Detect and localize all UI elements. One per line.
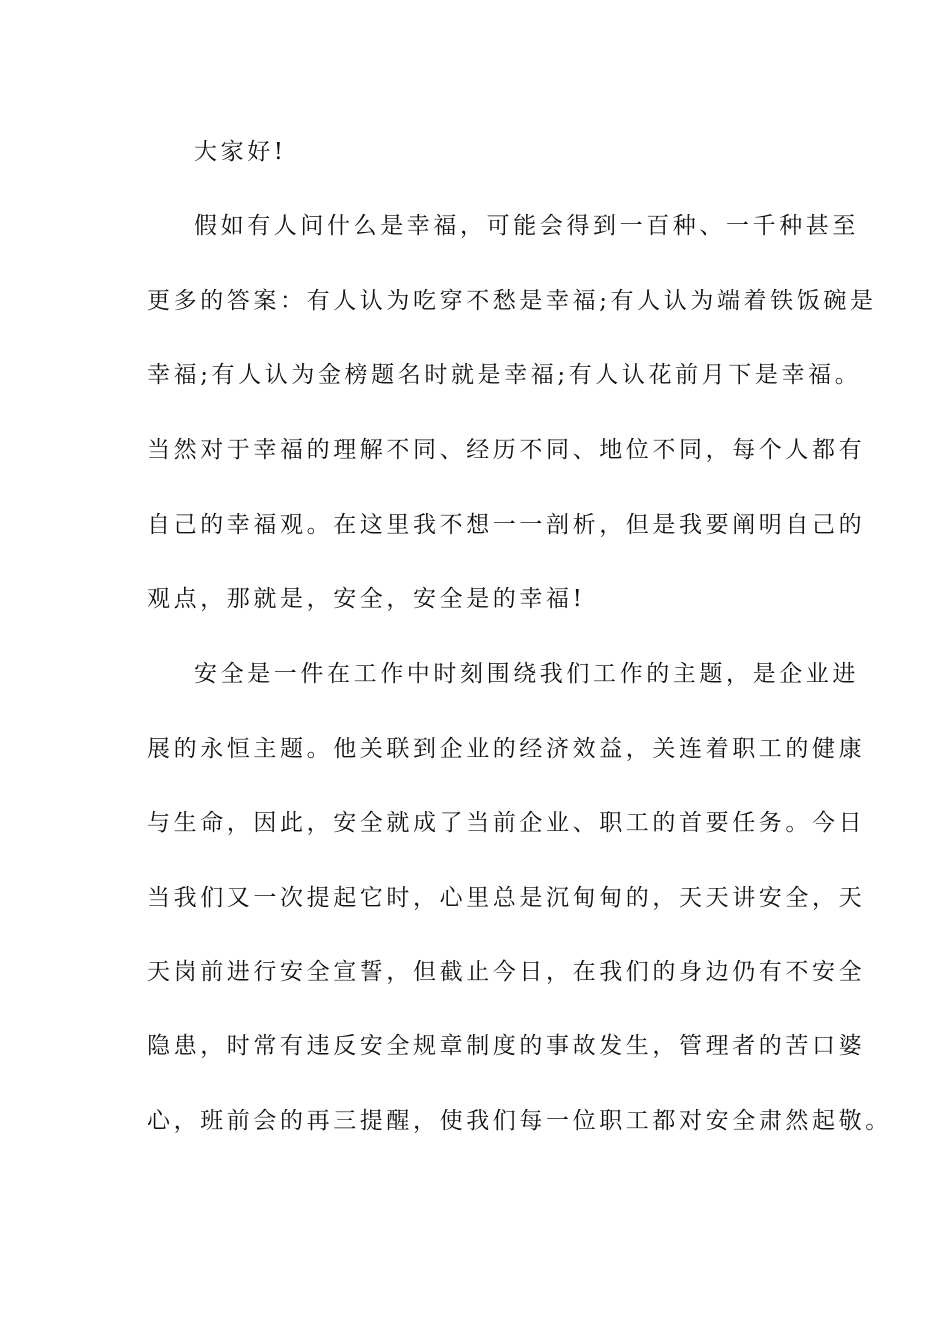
text-line-para1-2: 更多的答案：有人认为吃穿不愁是幸福;有人认为端着铁饭碗是 — [147, 288, 877, 314]
text-line-para2-3: 与生命，因此，安全就成了当前企业、职工的首要任务。今日 — [147, 810, 866, 836]
text-line-para2-6: 隐患，时常有违反安全规章制度的事故发生，管理者的苦口婆 — [147, 1033, 866, 1059]
text-line-para2-2: 展的永恒主题。他关联到企业的经济效益，关连着职工的健康 — [147, 736, 866, 762]
text-line-para2-1: 安全是一件在工作中时刻围绕我们工作的主题，是企业进 — [194, 661, 859, 687]
text-line-para1-6: 观点，那就是，安全，安全是的幸福! — [147, 586, 586, 612]
text-line-para1-3: 幸福;有人认为金榜题名时就是幸福;有人认花前月下是幸福。 — [147, 362, 862, 388]
text-line-para2-4: 当我们又一次提起它时，心里总是沉甸甸的，天天讲安全，天 — [147, 885, 866, 911]
text-line-para2-5: 天岗前进行安全宣誓，但截止今日，在我们的身边仍有不安全 — [147, 959, 866, 985]
text-line-para2-7: 心，班前会的再三提醒，使我们每一位职工都对安全肃然起敬。 — [147, 1108, 892, 1134]
text-line-para1-4: 当然对于幸福的理解不同、经历不同、地位不同，每个人都有 — [147, 437, 866, 463]
text-line-greeting: 大家好! — [194, 139, 287, 165]
text-line-para1-1: 假如有人问什么是幸福，可能会得到一百种、一千种甚至 — [194, 213, 859, 239]
text-line-para1-5: 自己的幸福观。在这里我不想一一剖析，但是我要阐明自己的 — [147, 512, 866, 538]
